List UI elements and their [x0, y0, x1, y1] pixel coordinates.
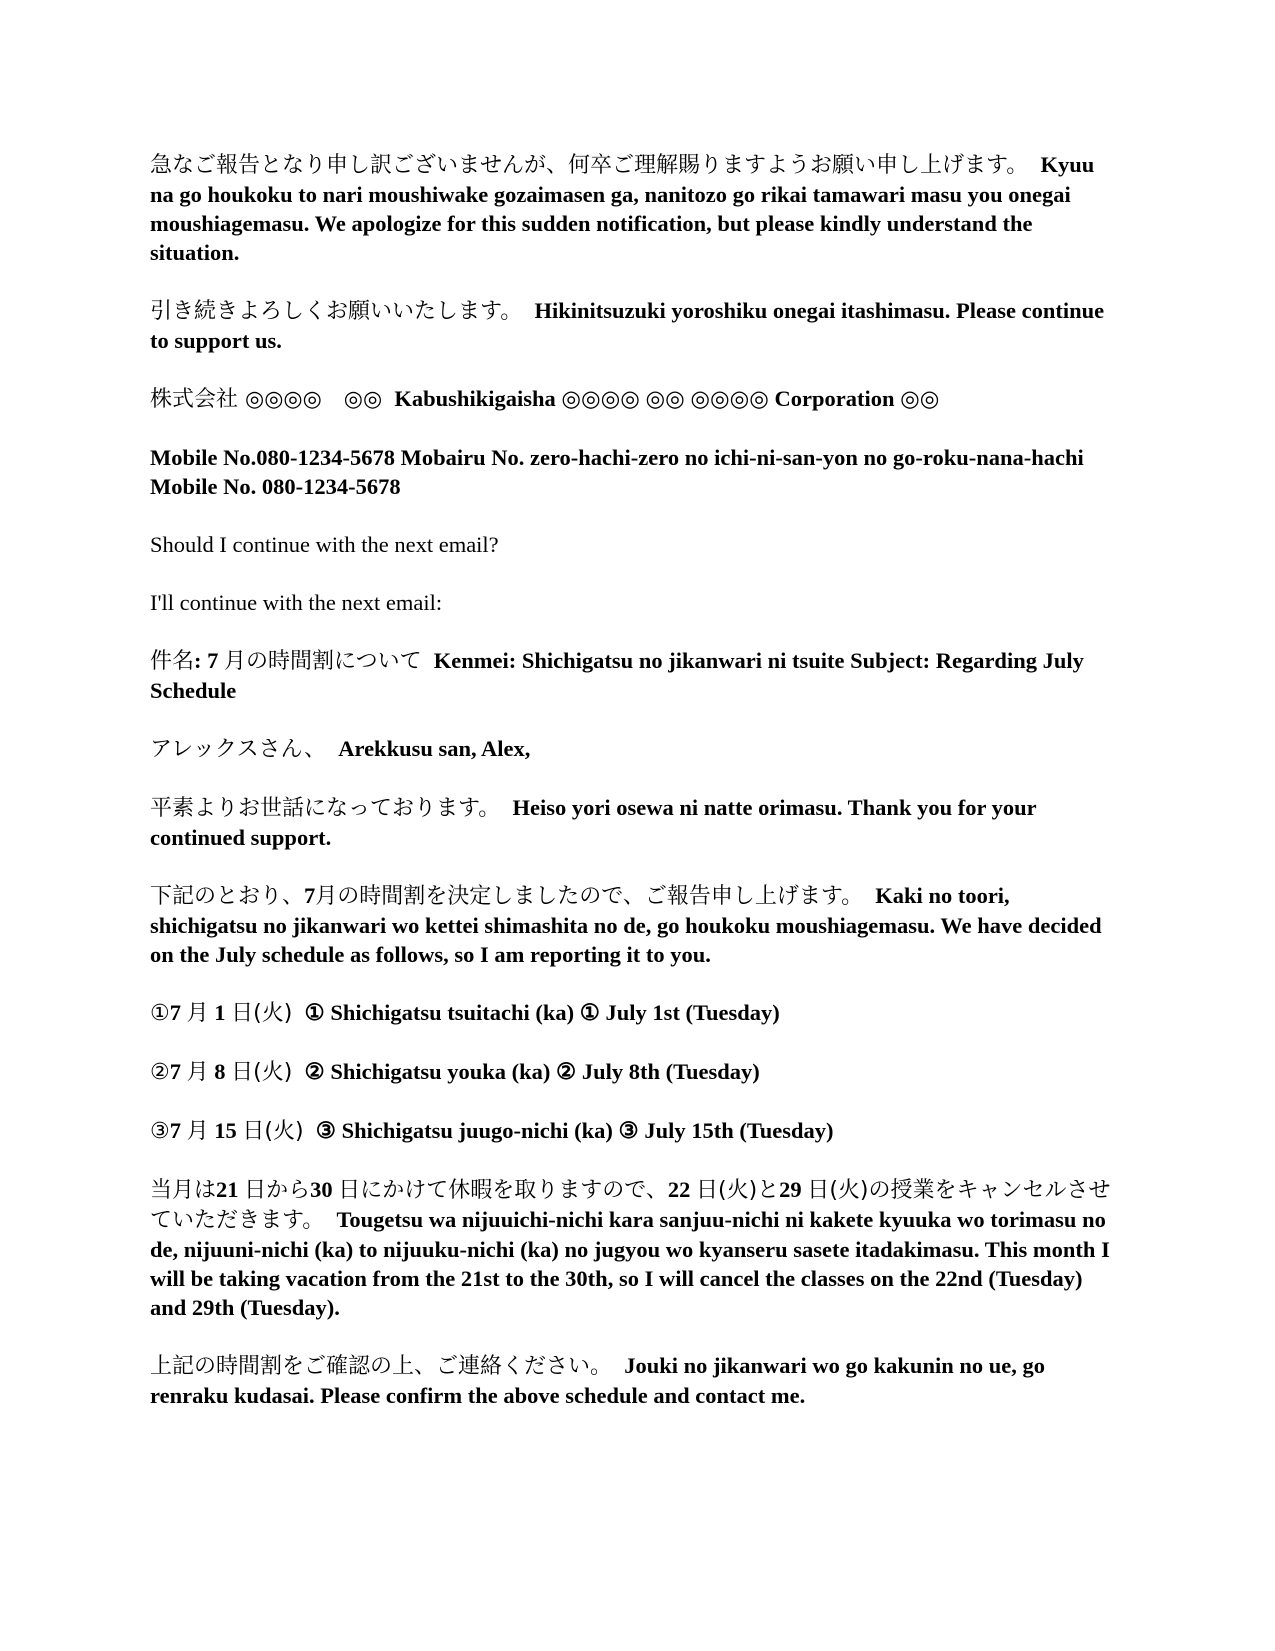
apology-romaji-english: Kyuu na go houkoku to nari moushiwake gozaimasen ga, nanitozo go rikai tamawari masu you onegai moushiagemasu. We apologize for this sudden notification, but please kindly understand the situation.	[150, 152, 1095, 265]
schedule-item-nichi: 日	[231, 1001, 254, 1026]
apology-japanese: 急なご報告となり申し訳ございませんが、何卒ご理解賜りますようお願い申し上げます。	[150, 153, 1029, 178]
schedule-item-nichi: 日	[231, 1060, 254, 1085]
schedule-item-tsuki: 月	[186, 1119, 209, 1144]
circled-number-one: ①	[150, 1001, 170, 1026]
vacation-japanese-c: 日にかけて休暇を取りますので、	[338, 1178, 668, 1203]
schedule-item-romaji-english: ② Shichigatsu youka (ka) ② July 8th (Tuesday)	[304, 1059, 760, 1084]
schedule-item-romaji-english: ① Shichigatsu tsuitachi (ka) ① July 1st (Tuesday)	[304, 1000, 780, 1025]
schedule-item-weekday: (火)	[253, 1060, 293, 1085]
schedule-item	[150, 1057, 1120, 1087]
schedule-item-tsuki: 月	[186, 1060, 209, 1085]
schedule-intro-japanese-b: 月の時間割を決定しましたので、ご報告申し上げます。	[315, 884, 864, 909]
vacation-number-21: 21	[216, 1177, 239, 1202]
schedule-intro-japanese-a: 下記のとおり、	[150, 884, 305, 909]
vacation-japanese-b: 日から	[244, 1178, 311, 1203]
subject-label-japanese: 件名	[150, 649, 195, 674]
vacation-romaji-english: Tougetsu wa nijuuichi-nichi kara sanjuu-nichi ni kakete kyuuka wo torimasu no de, nijuuni-nichi (ka) to nijuuku-nichi (ka) no jugyou wo kyanseru sasete itadakimasu. This month I will be taking vacation from the 21st to the 30th, so I will cancel the classes on the 22nd (Tuesday) and 29th (Tuesday).	[150, 1207, 1110, 1320]
vacation-weekday-1: (火)	[717, 1178, 758, 1203]
confirm-japanese: 上記の時間割をご確認の上、ご連絡ください。	[150, 1354, 613, 1379]
schedule-item-month: 7	[169, 1059, 181, 1084]
schedule-item	[150, 998, 1120, 1028]
thanks-japanese: 平素よりお世話になっております。	[150, 796, 501, 821]
vacation-weekday-2: (火)	[829, 1178, 869, 1203]
company-name-romaji-english: Kabushikigaisha ◎◎◎◎ ◎◎ ◎◎◎◎ Corporation ◎◎	[394, 386, 940, 411]
schedule-item-day: 8	[214, 1059, 226, 1084]
schedule-item-day: 15	[214, 1118, 237, 1143]
confirm-paragraph	[150, 1351, 1120, 1410]
schedule-item-nichi: 日	[242, 1119, 265, 1144]
subject-romaji-english: Kenmei: Shichigatsu no jikanwari ni tsuite Subject: Regarding July Schedule	[150, 648, 1084, 703]
subject-line	[150, 646, 1120, 705]
schedule-item-day: 1	[214, 1000, 226, 1025]
confirm-romaji-english: Jouki no jikanwari wo go kakunin no ue, go renraku kudasai. Please confirm the above schedule and contact me.	[150, 1353, 1045, 1408]
greeting-romaji-english: Arekkusu san, Alex,	[338, 736, 531, 761]
vacation-number-29: 29	[779, 1177, 802, 1202]
vacation-number-22: 22	[667, 1177, 691, 1202]
vacation-paragraph	[150, 1175, 1120, 1322]
document-page	[150, 150, 1120, 1439]
company-name-japanese: 株式会社 ◎◎◎◎ ◎◎	[150, 387, 383, 412]
schedule-item-month: 7	[169, 1118, 181, 1143]
schedule-item-romaji-english: ③ Shichigatsu juugo-nichi (ka) ③ July 15th (Tuesday)	[315, 1118, 834, 1143]
vacation-japanese-d: 日	[695, 1178, 718, 1203]
subject-japanese: 月の時間割について	[224, 649, 422, 674]
continued-support-romaji-english: Hikinitsuzuki yoroshiku onegai itashimasu. Please continue to support us.	[150, 298, 1105, 353]
subject-month-number: 7	[207, 648, 219, 673]
greeting-japanese: アレックスさん、	[150, 737, 327, 762]
vacation-japanese-f: 日	[807, 1178, 830, 1203]
mobile-number-line: Mobile No.080-1234-5678 Mobairu No. zero-hachi-zero no ichi-ni-san-yon no go-roku-nana-hachi Mobile No. 080-1234-5678	[150, 445, 1084, 499]
vacation-japanese-e: と	[757, 1178, 780, 1203]
circled-number-three: ③	[150, 1119, 170, 1144]
continue-question: Should I continue with the next email?	[150, 532, 499, 557]
company-signature	[150, 384, 1120, 414]
vacation-number-30: 30	[310, 1177, 333, 1202]
schedule-item	[150, 1116, 1120, 1146]
schedule-item-tsuki: 月	[186, 1001, 209, 1026]
schedule-intro-month-number: 7	[304, 883, 316, 908]
vacation-japanese-g: の授業をキャンセルさせていただきます。	[150, 1178, 1111, 1233]
continued-support-paragraph	[150, 296, 1120, 355]
continued-support-japanese: 引き続きよろしくお願いいたします。	[150, 299, 523, 324]
schedule-item-weekday: (火)	[264, 1119, 304, 1144]
vacation-japanese-a: 当月は	[150, 1178, 217, 1203]
circled-number-two: ②	[150, 1060, 170, 1085]
thanks-paragraph	[150, 793, 1120, 852]
schedule-item-weekday: (火)	[253, 1001, 293, 1026]
subject-colon: :	[194, 648, 202, 673]
schedule-intro-romaji-english: Kaki no toori, shichigatsu no jikanwari wo kettei shimashita no de, go houkoku moushiagemasu. We have decided on the July schedule as follows, so I am reporting it to you.	[150, 883, 1102, 967]
greeting-line	[150, 734, 1120, 764]
thanks-romaji-english: Heiso yori osewa ni natte orimasu. Thank you for your continued support.	[150, 795, 1037, 850]
continue-statement: I'll continue with the next email:	[150, 590, 443, 615]
apology-paragraph	[150, 150, 1120, 267]
schedule-intro-paragraph	[150, 881, 1120, 969]
schedule-item-month: 7	[169, 1000, 181, 1025]
